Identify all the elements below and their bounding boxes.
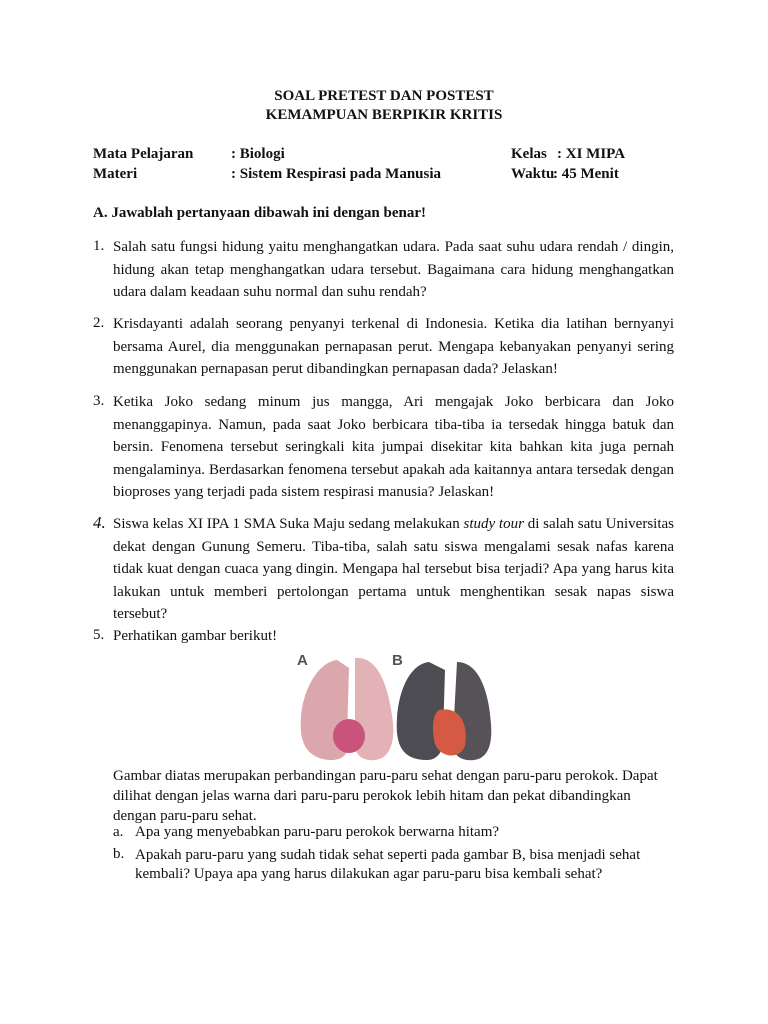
question-number: 2. (93, 315, 105, 331)
subject-label: Mata Pelajaran (93, 146, 194, 162)
smoker-lungs (397, 662, 492, 760)
sub-a-text: Apa yang menyebabkan paru-paru perokok berwarna hitam? (135, 824, 500, 840)
sub-a-label: a. (113, 824, 124, 840)
label-a: A (297, 652, 308, 669)
question-text (113, 513, 674, 626)
material-value: : Sistem Respirasi pada Manusia (231, 166, 442, 182)
material-label: Materi (93, 166, 138, 182)
question-text-part: Siswa kelas XI IPA 1 SMA Suka Maju sedang melakukan (113, 516, 464, 532)
sub-b-label: b. (113, 846, 125, 862)
q5-paragraph: Gambar diatas merupakan perbandingan paru-paru sehat dengan paru-paru perokok. Dapat dilihat dengan jelas warna dari paru-paru perokok lebih hitam dan pekat dibandingkan dengan paru-paru sehat. (113, 768, 658, 824)
time-label: Waktu (511, 166, 555, 182)
question-text: Krisdayanti adalah seorang penyanyi terkenal di Indonesia. Ketika dia latihan bernyanyi bersama Aurel, dia menggunakan pernapasan perut. Mengapa kebanyakan penyanyi sering menggunakan pernapasan perut dibandingkan pernapasan dada? Jelaskan! (113, 316, 674, 377)
sub-b-text: Apakah paru-paru yang sudah tidak sehat seperti pada gambar B, bisa menjadi sehat kembali? Upaya apa yang harus dilakukan agar paru-paru bisa kembali sehat? (135, 847, 641, 882)
lungs-comparison-image (289, 648, 514, 766)
question-text: Perhatikan gambar berikut! (113, 628, 278, 644)
title-line-2: KEMAMPUAN BERPIKIR KRITIS (265, 107, 503, 123)
question-text-italic: study tour (463, 516, 524, 532)
subject-value: : Biologi (231, 146, 285, 162)
class-label: Kelas (511, 146, 547, 162)
question-number: 4. (93, 513, 106, 532)
title-line-1: SOAL PRETEST DAN POSTEST (274, 88, 494, 104)
question-number: 5. (93, 627, 105, 643)
question-text-part: di salah satu Universitas dekat dengan Gunung Semeru. Tiba-tiba, salah satu siswa mengalami sesak nafas karena tidak kuat dengan cuaca yang dingin. Mengapa hal tersebut bisa terjadi? Apa yang harus kita lakukan untuk memberi pertolongan pertama untuk menghentikan sesak napas siswa tersebut? (113, 516, 674, 622)
section-heading: A. Jawablah pertanyaan dibawah ini dengan benar! (93, 205, 426, 221)
question-text: Ketika Joko sedang minum jus mangga, Ari mengajak Joko berbicara dan Joko menanggapinya. Namun, pada saat Joko berbicara tiba-tiba ia tersedak hingga batuk dan bersin. Fenomena tersebut seringkali kita jumpai disekitar kita bahkan kita juga pernah mengalaminya. Berdasarkan fenomena tersebut apakah ada kaitannya antara tersedak dengan bioproses yang terjadi pada sistem respirasi manusia? Jelaskan! (113, 394, 674, 500)
class-value: : XI MIPA (557, 146, 626, 162)
label-b: B (392, 652, 403, 669)
question-number: 3. (93, 393, 105, 409)
question-number: 1. (93, 238, 105, 254)
question-text: Salah satu fungsi hidung yaitu menghangatkan udara. Pada saat suhu udara rendah / dingin, hidung akan tetap menghangatkan udara tersebut. Bagaimana cara hidung menghangatkan udara dalam keadaan suhu normal dan suhu rendah? (113, 239, 674, 300)
time-value: : 45 Menit (553, 166, 619, 182)
